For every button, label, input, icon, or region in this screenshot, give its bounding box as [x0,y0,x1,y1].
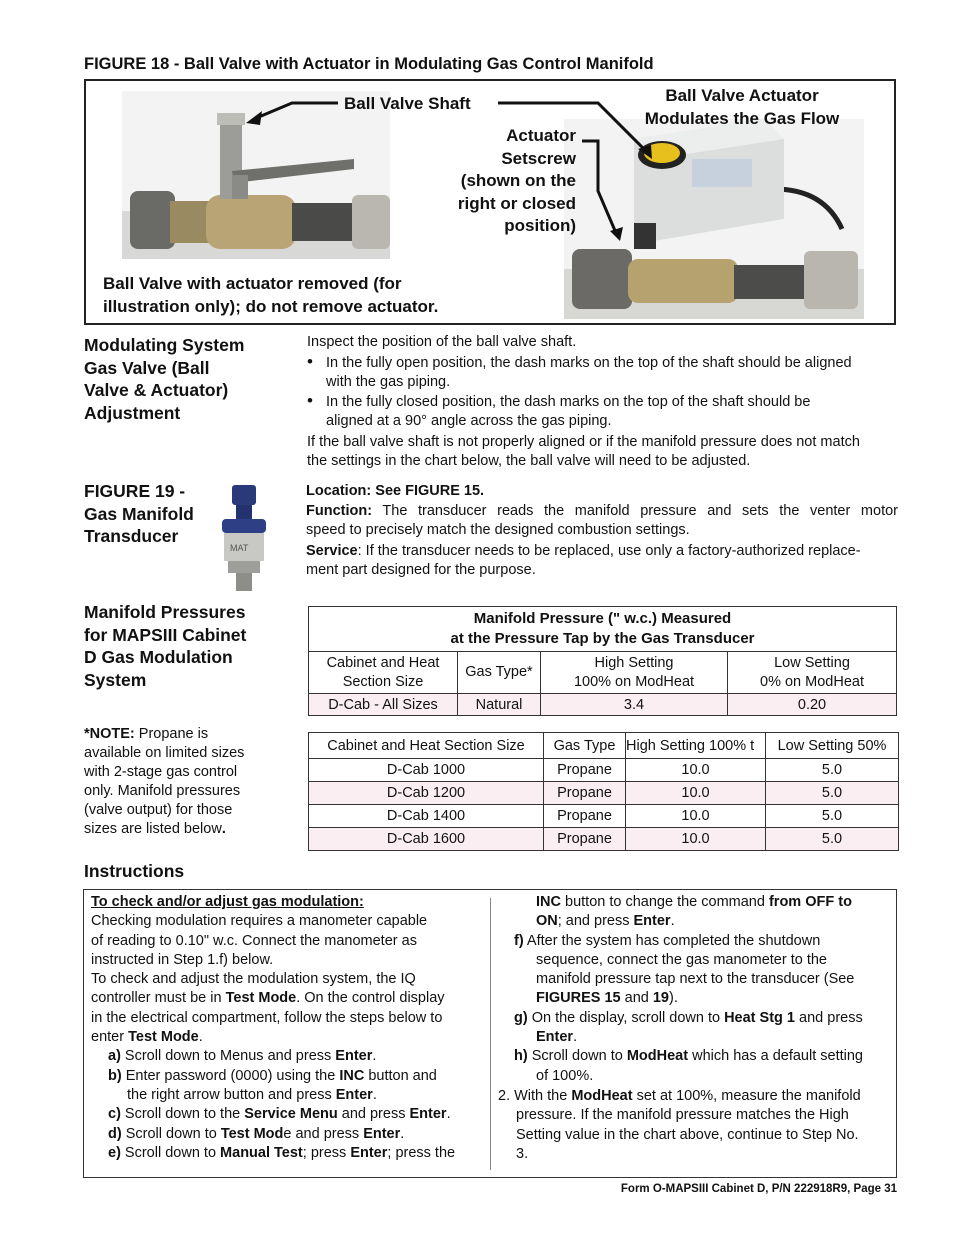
svg-text:MAT: MAT [230,543,249,553]
step-a: a) Scroll down to Menus and press Enter. [108,1048,377,1065]
header-high: High Setting 100% t [626,733,766,759]
step-f: f) After the system has completed the shutdown [514,932,821,949]
header-low: Low Setting 0% on ModHeat [728,652,897,694]
column-divider [490,898,491,1170]
header-gas-type: Gas Type [544,733,626,759]
header-cabinet: Cabinet and Heat Section Size [309,652,458,694]
bullet-icon: • [307,391,313,410]
header-cabinet: Cabinet and Heat Section Size [309,733,544,759]
transducer-photo [218,485,270,593]
figure-19-body: Location: See FIGURE 15. Function: The transducer reads the manifold pressure and sets the venter motor speed to precisely match the designed combustion settings. Service: If the transducer needs to be replaced, use only a factory-authorized replace- ment part designed for the purpose. [306,483,898,578]
step-g: g) On the display, scroll down to Heat Stg 1 and press [514,1009,863,1026]
page-footer: Form O-MAPSIII Cabinet D, P/N 222918R9, Page 31 [620,1183,897,1195]
bullet-icon: • [307,352,313,371]
table-title: Manifold Pressure (" w.c.) Measured at the Pressure Tap by the Gas Transducer [309,607,897,652]
instructions-heading: Instructions [84,861,185,881]
figure-18-box [84,79,896,325]
table-title-row [309,607,897,652]
label-setscrew: Actuator Setscrew (shown on the right or closed position) [457,126,576,235]
header-high: High Setting 100% on ModHeat [541,652,728,694]
instructions-box [83,889,897,1178]
figure-19-heading: FIGURE 19 - Gas Manifold Transducer [84,481,194,546]
step-2: 2. With the ModHeat set at 100%, measure the manifold [498,1087,861,1104]
section-pressures-heading: Manifold Pressures for MAPSIII Cabinet D Gas Modulation System [84,602,247,690]
step-h: h) Scroll down to ModHeat which has a default setting [514,1048,863,1065]
header-low: Low Setting 50% [766,733,899,759]
section-valve-body: Inspect the position of the ball valve shaft. • In the fully open position, the dash marks on the top of the shaft should be aligned with the gas piping. • In the fully closed position, the dash marks on the top of the shaft should be aligned at a 90° angle across the gas piping. If the ball valve shaft is not properly aligned or if the manifold pressure does not match the settings in the chart below, the ball valve will need to be adjusted. [307,333,899,471]
table-row: D-Cab 1000 Propane 10.0 5.0 [309,759,899,782]
step-c: c) Scroll down to the Service Menu and press Enter. [108,1106,451,1123]
table-row: D-Cab 1200 Propane 10.0 5.0 [309,782,899,805]
label-actuator-removed: Ball Valve with actuator removed (for illustration only); do not remove actuator. [103,274,439,316]
table-header-row [309,652,897,694]
instructions-left-column: To check and/or adjust gas modulation: Checking modulation requires a manometer capable of reading to 0.10" w.c. Connect the manometer as instructed in Step 1.f) below. To check and adjust the modulation system, the IQ controller must be in Test Mode. On the control display in the electrical compartment, follow the steps below to enter Test Mode. a) Scroll down to Menus and press Enter. b) Enter password (0000) using the INC button and the right arrow button and press Enter. c) Scroll down to the Service Menu and press Enter. d) Scroll down to Test Mode and press Enter. e) Scroll down to Manual Test; press Enter; press the [91,893,486,1163]
step-d: d) Scroll down to Test Mode and press Enter. [108,1125,405,1142]
step-e: e) Scroll down to Manual Test; press Enter; press the [108,1144,456,1161]
section-valve-heading: Modulating System Gas Valve (Ball Valve & Actuator) Adjustment [84,335,245,423]
figure-18-title: FIGURE 18 - Ball Valve with Actuator in Modulating Gas Control Manifold [84,55,654,73]
label-ball-valve-shaft: Ball Valve Shaft [344,94,471,113]
label-actuator: Ball Valve Actuator Modulates the Gas Flow [644,86,840,128]
bullet-open: • In the fully open position, the dash marks on the top of the shaft should be aligned with the gas piping. [307,352,852,390]
table-header-row [309,733,899,759]
table-row: D-Cab 1400 Propane 10.0 5.0 [309,805,899,828]
header-gas-type: Gas Type* [458,652,541,694]
instructions-right-column: INC button to change the command from OFF to ON; and press Enter. f) After the system has completed the shutdown sequence, connect the gas manometer to the manifold pressure tap next to the transducer (See FIGURES 15 and 19). g) On the display, scroll down to Heat Stg 1 and press Enter. h) Scroll down to ModHeat which has a default setting of 100%. 2. With the ModHeat set at 100%, measure the manifold pressure. If the manifold pressure matches the High Setting value in the chart above, continue to Step No. 3. [498,893,892,1164]
bullet-closed: • In the fully closed position, the dash marks on the top of the shaft should be aligned at a 90° angle across the gas piping. [307,391,811,429]
propane-note: *NOTE: Propane is available on limited sizes with 2-stage gas control only. Manifold pressures (valve output) for those sizes are listed below. [84,726,245,837]
natural-gas-pressure-table [308,606,897,716]
step-b: b) Enter password (0000) using the INC button and [108,1067,437,1084]
table-row: D-Cab - All Sizes Natural 3.4 0.20 [309,694,897,716]
propane-pressure-table [308,732,899,851]
table-row: D-Cab 1600 Propane 10.0 5.0 [309,828,899,851]
